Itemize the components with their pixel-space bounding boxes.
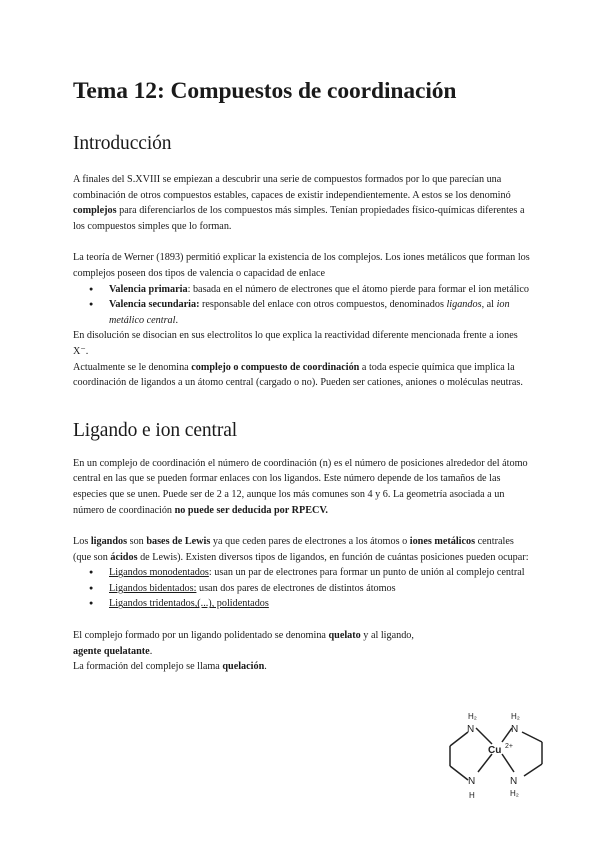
h2-label: H₂ — [511, 712, 520, 721]
list-item: ● Ligandos monodentados: usan un par de electrones para formar un punto de unión al complejo central — [73, 565, 533, 581]
paragraph-numero-coordinacion: En un complejo de coordinación el número de coordinación (n) es el número de posiciones alrededor del átomo central en las que se pueden formar enlaces con los ligandos. Este número depende de los tamaños de las especies que se unen. Puede ser de 2 a 12, aunque los más comunes son 4 y 6. La geometría asociada a un número de coordinación no puede ser deducida por RPECV. — [73, 457, 528, 516]
valencia-list — [73, 282, 533, 329]
list-item: ● Valencia primaria: basada en el número de electrones que el átomo pierde para formar el ion metálico — [73, 282, 533, 298]
n-atom-label: N — [467, 724, 475, 735]
list-item: ● Ligandos bidentados: usan dos pares de electrones de distintos átomos — [73, 581, 533, 597]
paragraph-intro: A finales del S.XVIII se empiezan a descubrir una serie de compuestos formados por lo que parecían una combinación de otros compuestos estables, capaces de existir independientemente. A estos se los denominó complejos para diferenciarlos de los compuestos más simples. Tenían propiedades físico-químicas diferentes a los compuestos simples que lo forman. — [73, 174, 525, 232]
document-body — [73, 78, 533, 675]
list-item: ● Ligandos tridentados,(...), polidentados — [73, 596, 533, 612]
paragraph-disolucion: En disolución se disocian en sus electrolitos lo que explica la reactividad diferente mencionada frente a iones X⁻. — [73, 330, 518, 357]
paragraph-quelato: El complejo formado por un ligando polidentado se denomina quelato y al ligando, agente quelatante. — [73, 630, 414, 657]
section-heading-introduccion: Introducción — [73, 133, 172, 154]
ligand-types-list — [73, 565, 533, 612]
charge-label: 2+ — [505, 743, 513, 750]
copper-label: Cu — [488, 745, 502, 756]
page-title: Tema 12: Compuestos de coordinación — [73, 78, 457, 104]
paragraph-quelacion: La formación del complejo se llama quelación. — [73, 661, 267, 673]
h2-label: H₂ — [510, 789, 519, 798]
paragraph-ligandos: Los ligandos son bases de Lewis ya que ceden pares de electrones a los átomos o iones metálicos centrales (que son ácidos de Lewis). Existen diversos tipos de ligandos, en función de cuántas posiciones pueden ocupar: — [73, 536, 529, 563]
n-atom-label: N — [468, 776, 476, 787]
paragraph-complejo-definicion: Actualmente se le denomina complejo o compuesto de coordinación a toda especie química que implica la coordinación de ligandos a un átomo central (cargado o no). Pueden ser cationes, aniones o moléculas neutras. — [73, 361, 523, 389]
term-complejos: complejos — [73, 205, 117, 217]
h-label: H — [469, 791, 475, 800]
paragraph-werner: La teoría de Werner (1893) permitió explicar la existencia de los complejos. Los iones metálicos que forman los complejos poseen dos tipos de valencia o capacidad de enlace — [73, 252, 530, 279]
section-heading-ligando: Ligando e ion central — [73, 419, 238, 441]
list-item: ● Valencia secundaria: responsable del enlace con otros compuestos, denominados ligandos, al ion metálico central. — [73, 297, 533, 328]
h2-label: H₂ — [468, 712, 477, 721]
copper-chelate-structure — [438, 702, 558, 802]
n-atom-label: N — [510, 776, 518, 787]
n-atom-label: N — [511, 724, 519, 735]
